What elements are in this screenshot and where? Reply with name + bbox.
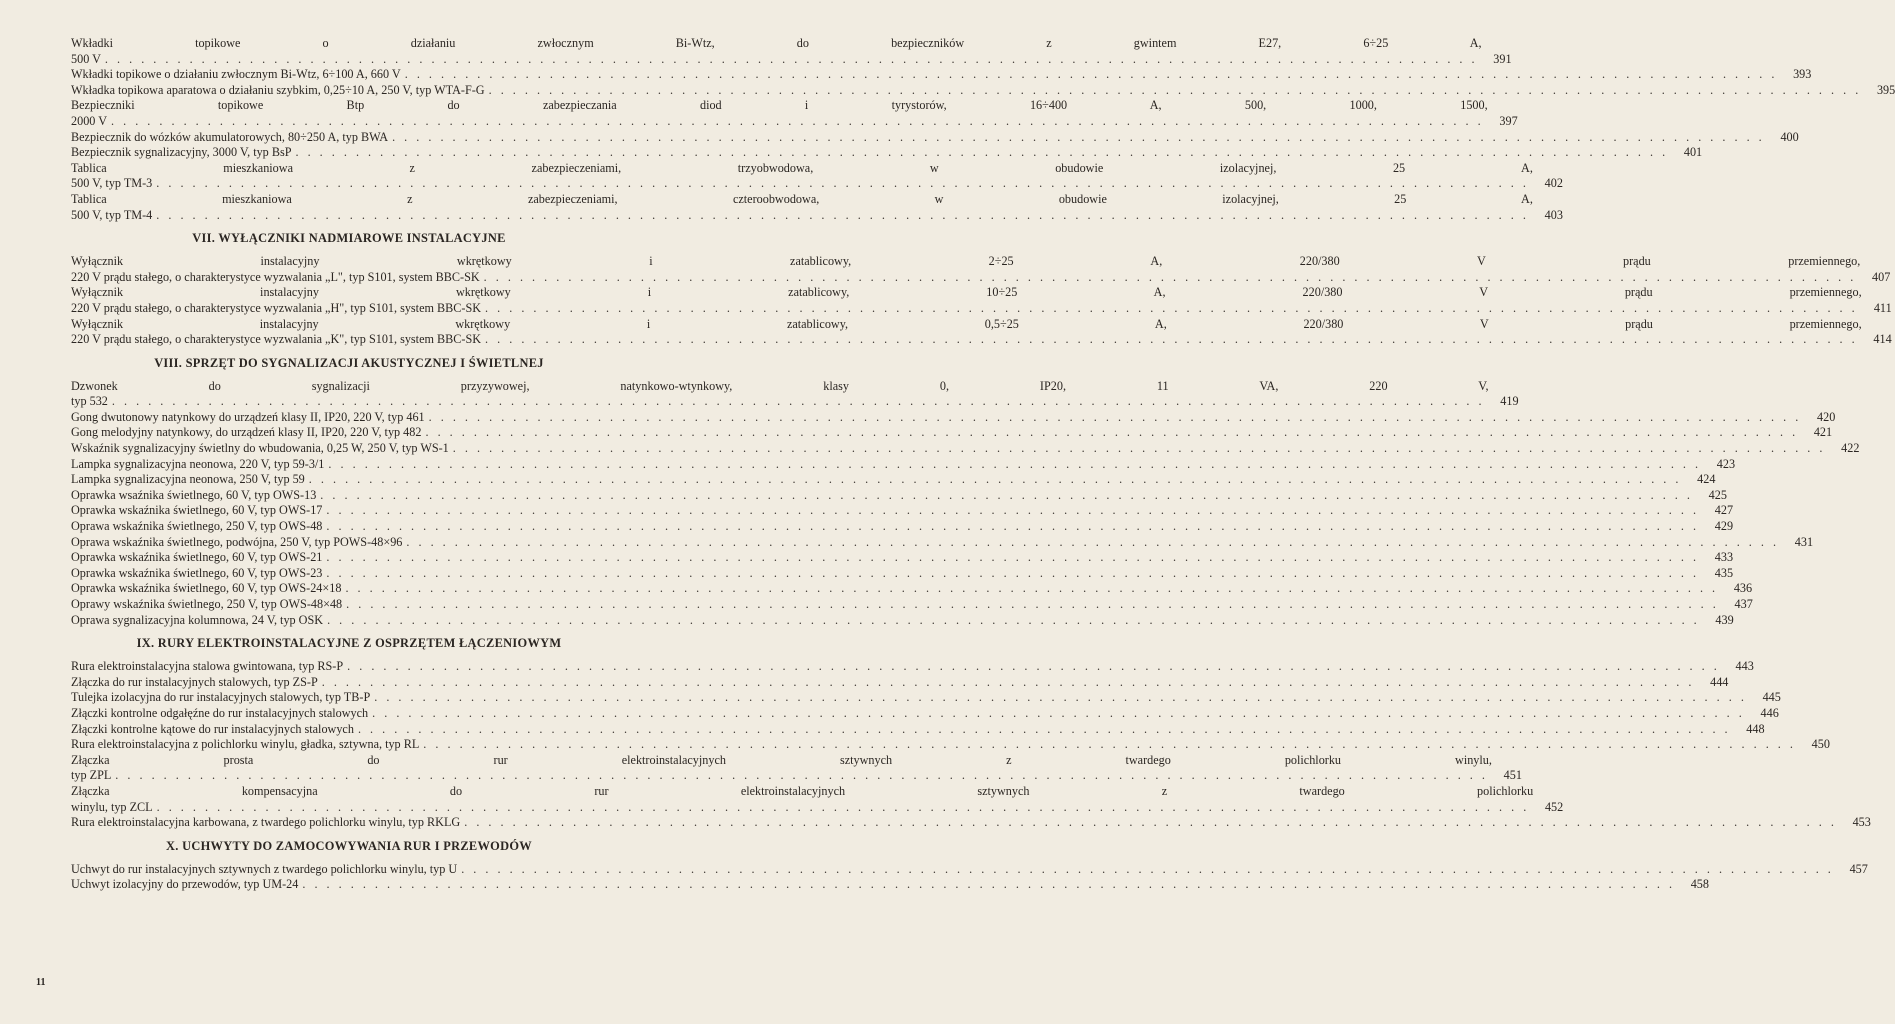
page-number: 422 <box>1841 441 1860 456</box>
entry-title: Rura elektroinstalacyjna stalowa gwintowana, typ RS-P <box>71 659 344 674</box>
dot-leader: . . . . . . . . . . . . . . . . . . . . . . . . . . . . . . . . . . . . . . . . . . . . . . . . . . . . . . . . . . . . . . . . . . . . . . . . . . . . . . . . . . . . . . . . . . . . . . . . . . . . . . . . . . . . . . . . . . <box>328 456 1702 471</box>
entry-title: typ ZPL <box>71 768 112 783</box>
toc-entry <box>71 378 1519 410</box>
entry-title-line: Tablica mieszkaniowa z zabezpieczeniami, trzyobwodowa, w obudowie izolacyjnej, 25 A, <box>71 160 1533 175</box>
toc-entry <box>71 472 1716 488</box>
entry-title: Rura elektroinstalacyjna karbowana, z twardego polichlorku winylu, typ RKLG <box>71 815 461 830</box>
entry-title: Tulejka izolacyjna do rur instalacyjnych stalowych, typ TB-P <box>71 690 371 705</box>
entry-title-line: Bezpieczniki topikowe Btp do zabezpieczania diod i tyrystorów, 16÷400 A, 500, 1000, 1500, <box>71 98 1488 113</box>
page-number: 397 <box>1499 113 1518 128</box>
toc-entry <box>71 721 1765 738</box>
toc-entry <box>71 82 1895 99</box>
dot-leader: . . . . . . . . . . . . . . . . . . . . . . . . . . . . . . . . . . . . . . . . . . . . . . . . . . . . . . . . . . . . . . . . . . . . . . . . . . . . . . . . . . . . . . . . . . . . . . . . . . . . . . . . . . . . . . . . . . <box>156 176 1529 191</box>
page-number: 400 <box>1780 129 1799 144</box>
entry-title: Złączki kontrolne kątowe do rur instalacyjnych stalowych <box>71 721 354 736</box>
toc-entry <box>71 191 1563 223</box>
dot-leader: . . . . . . . . . . . . . . . . . . . . . . . . . . . . . . . . . . . . . . . . . . . . . . . . . . . . . . . . . . . . . . . . . . . . . . . . . . . . . . . . . . . . . . . . . . . . . . . . . . . . . . . . . . . . . . . . . . <box>156 799 1530 814</box>
page-number: 452 <box>1544 799 1564 814</box>
entry-title: Oprawy wskaźnika świetlnego, 250 V, typ OWS-48×48 <box>71 597 343 611</box>
toc-entry <box>71 519 1734 535</box>
toc-entry <box>71 565 1734 582</box>
toc-entry <box>71 534 1814 551</box>
section-heading: VIII. SPRZĘT DO SYGNALIZACJI AKUSTYCZNEJ I ŚWIETLNEJ <box>154 355 544 370</box>
toc-entry <box>71 129 1799 146</box>
toc-entry <box>71 36 1512 67</box>
entry-title: Oprawa wskaźnika świetlnego, podwójna, 250 V, typ POWS-48×96 <box>71 534 403 549</box>
page-number: 420 <box>1817 409 1836 424</box>
entry-title: Gong melodyjny natynkowy, do urządzeń klasy II, IP20, 220 V, typ 482 <box>71 425 422 440</box>
page-number: 439 <box>1715 612 1734 627</box>
dot-leader: . . . . . . . . . . . . . . . . . . . . . . . . . . . . . . . . . . . . . . . . . . . . . . . . . . . . . . . . . . . . . . . . . . . . . . . . . . . . . . . . . . . . . . . . . . . . . . . . . . . . . . . . . . . . . . . . . . <box>104 51 1478 66</box>
page-number: 443 <box>1735 659 1754 674</box>
dot-leader: . . . . . . . . . . . . . . . . . . . . . . . . . . . . . . . . . . . . . . . . . . . . . . . . . . . . . . . . . . . . . . . . . . . . . . . . . . . . . . . . . . . . . . . . . . . . . . . . . . . . . . . . . . . . . . . . . . <box>347 659 1720 674</box>
page-number: 421 <box>1813 425 1833 440</box>
page-number: 451 <box>1503 768 1522 783</box>
dot-leader: . . . . . . . . . . . . . . . . . . . . . . . . . . . . . . . . . . . . . . . . . . . . . . . . . . . . . . . . . . . . . . . . . . . . . . . . . . . . . . . . . . . . . . . . . . . . . . . . . . . . . . . . . . . . . . . . . . <box>374 690 1747 705</box>
toc-entry <box>71 254 1891 285</box>
entry-title-line: Dzwonek do sygnalizacji przyzywowej, natynkowo-wtynkowy, klasy 0, IP20, 11 VA, 220 V, <box>71 378 1489 393</box>
entry-title-line: Wkładki topikowe o działaniu zwłocznym Bi-Wtz, do bezpieczników z gwintem E27, 6÷25 A, <box>71 36 1482 50</box>
toc-entry <box>71 441 1860 457</box>
toc-entry <box>71 456 1736 473</box>
toc-entry <box>71 145 1703 161</box>
entry-title: 220 V prądu stałego, o charakterystyce wyzwalania „H", typ S101, system BBC-SK <box>71 300 482 315</box>
entry-title: Wkładki topikowe o działaniu zwłocznym Bi-Wtz, 6÷100 A, 660 V <box>71 67 401 82</box>
toc-entry <box>71 160 1563 192</box>
dot-leader: . . . . . . . . . . . . . . . . . . . . . . . . . . . . . . . . . . . . . . . . . . . . . . . . . . . . . . . . . . . . . . . . . . . . . . . . . . . . . . . . . . . . . . . . . . . . . . . . . . . . . . . . . . . . . . . . . . <box>372 705 1745 720</box>
toc-entry <box>71 67 1812 83</box>
entry-title-line: Wyłącznik instalacyjny wkrętkowy i zatablicowy, 10÷25 A, 220/380 V prądu przemiennego, <box>71 285 1862 300</box>
toc-entry <box>71 690 1781 706</box>
dot-leader: . . . . . . . . . . . . . . . . . . . . . . . . . . . . . . . . . . . . . . . . . . . . . . . . . . . . . . . . . . . . . . . . . . . . . . . . . . . . . . . . . . . . . . . . . . . . . . . . . . . . . . . . . . . . . . . . . . <box>404 67 1778 82</box>
page-folio: 11 <box>36 977 46 988</box>
entry-title: 2000 V <box>71 113 108 128</box>
toc-entry <box>71 550 1734 566</box>
page-number: 431 <box>1794 534 1814 549</box>
toc-entry <box>71 705 1779 722</box>
toc-entry <box>71 487 1727 504</box>
entry-title: Oprawka wsaźnika świetlnego, 60 V, typ OWS-13 <box>71 487 317 502</box>
entry-title: Wskaźnik sygnalizacyjny świetlny do wbudowania, 0,25 W, 250 V, typ WS-1 <box>71 441 449 456</box>
entry-title: Oprawa sygnalizacyjna kolumnowa, 24 V, typ OSK <box>71 612 324 627</box>
toc-entry <box>71 659 1754 675</box>
section-heading: X. UCHWYTY DO ZAMOCOWYWANIA RUR I PRZEWODÓW <box>166 838 532 853</box>
entry-title: Uchwyt do rur instalacyjnych sztywnych z twardego polichlorku winylu, typ U <box>71 861 458 876</box>
dot-leader: . . . . . . . . . . . . . . . . . . . . . . . . . . . . . . . . . . . . . . . . . . . . . . . . . . . . . . . . . . . . . . . . . . . . . . . . . . . . . . . . . . . . . . . . . . . . . . . . . . . . . . . . . . . . . . . . . . <box>485 332 1858 347</box>
page-number: 427 <box>1714 503 1734 518</box>
toc-entry <box>71 815 1871 831</box>
toc-entry <box>71 425 1833 441</box>
entry-title: 500 V, typ TM-4 <box>71 207 153 222</box>
dot-leader: . . . . . . . . . . . . . . . . . . . . . . . . . . . . . . . . . . . . . . . . . . . . . . . . . . . . . . . . . . . . . . . . . . . . . . . . . . . . . . . . . . . . . . . . . . . . . . . . . . . . . . . . . . . . . . . . . . <box>326 503 1700 518</box>
entry-title: Oprawka wskaźnika świetlnego, 60 V, typ OWS-21 <box>71 550 323 565</box>
entry-title: 500 V, typ TM-3 <box>71 176 153 191</box>
page-number: 446 <box>1760 705 1779 720</box>
dot-leader: . . . . . . . . . . . . . . . . . . . . . . . . . . . . . . . . . . . . . . . . . . . . . . . . . . . . . . . . . . . . . . . . . . . . . . . . . . . . . . . . . . . . . . . . . . . . . . . . . . . . . . . . . . . . . . . . . . <box>357 721 1731 736</box>
entry-title: Uchwyt izolacyjny do przewodów, typ UM-24 <box>71 877 299 892</box>
entry-title: Oprawka wskaźnika świetlnego, 60 V, typ OWS-23 <box>71 565 323 580</box>
dot-leader: . . . . . . . . . . . . . . . . . . . . . . . . . . . . . . . . . . . . . . . . . . . . . . . . . . . . . . . . . . . . . . . . . . . . . . . . . . . . . . . . . . . . . . . . . . . . . . . . . . . . . . . . . . . . . . . . . . <box>326 565 1700 580</box>
dot-leader: . . . . . . . . . . . . . . . . . . . . . . . . . . . . . . . . . . . . . . . . . . . . . . . . . . . . . . . . . . . . . . . . . . . . . . . . . . . . . . . . . . . . . . . . . . . . . . . . . . . . . . . . . . . . . . . . . . <box>485 300 1858 315</box>
page-number: 391 <box>1493 51 1512 66</box>
dot-leader: . . . . . . . . . . . . . . . . . . . . . . . . . . . . . . . . . . . . . . . . . . . . . . . . . . . . . . . . . . . . . . . . . . . . . . . . . . . . . . . . . . . . . . . . . . . . . . . . . . . . . . . . . . . . . . . . . . <box>308 472 1682 487</box>
entry-title: Lampka sygnalizacyjna neonowa, 250 V, typ 59 <box>71 472 305 487</box>
page-number: 437 <box>1734 597 1753 611</box>
dot-leader: . . . . . . . . . . . . . . . . . . . . . . . . . . . . . . . . . . . . . . . . . . . . . . . . . . . . . . . . . . . . . . . . . . . . . . . . . . . . . . . . . . . . . . . . . . . . . . . . . . . . . . . . . . . . . . . . . . <box>464 815 1837 830</box>
dot-leader: . . . . . . . . . . . . . . . . . . . . . . . . . . . . . . . . . . . . . . . . . . . . . . . . . . . . . . . . . . . . . . . . . . . . . . . . . . . . . . . . . . . . . . . . . . . . . . . . . . . . . . . . . . . . . . . . . . <box>392 129 1765 144</box>
toc-entry <box>71 877 1709 893</box>
entry-title: Oprawa wskaźnika świetlnego, 250 V, typ OWS-48 <box>71 519 323 534</box>
toc-entry <box>71 503 1734 519</box>
page-number: 436 <box>1733 581 1753 596</box>
page-number: 450 <box>1811 737 1830 752</box>
toc-entry <box>71 737 1830 753</box>
page-number: 395 <box>1876 82 1895 97</box>
page-number: 457 <box>1849 861 1868 876</box>
entry-title: Złączka do rur instalacyjnych stalowych, typ ZS-P <box>71 674 318 689</box>
dot-leader: . . . . . . . . . . . . . . . . . . . . . . . . . . . . . . . . . . . . . . . . . . . . . . . . . . . . . . . . . . . . . . . . . . . . . . . . . . . . . . . . . . . . . . . . . . . . . . . . . . . . . . . . . . . . . . . . . . <box>302 877 1675 892</box>
dot-leader: . . . . . . . . . . . . . . . . . . . . . . . . . . . . . . . . . . . . . . . . . . . . . . . . . . . . . . . . . . . . . . . . . . . . . . . . . . . . . . . . . . . . . . . . . . . . . . . . . . . . . . . . . . . . . . . . . . <box>156 207 1529 222</box>
entry-title: Bezpiecznik do wózków akumulatorowych, 80÷250 A, typ BWA <box>71 129 389 144</box>
entry-title: Złączki kontrolne odgałęźne do rur instalacyjnych stalowych <box>71 705 369 720</box>
dot-leader: . . . . . . . . . . . . . . . . . . . . . . . . . . . . . . . . . . . . . . . . . . . . . . . . . . . . . . . . . . . . . . . . . . . . . . . . . . . . . . . . . . . . . . . . . . . . . . . . . . . . . . . . . . . . . . . . . . <box>326 550 1700 565</box>
entry-title: 220 V prądu stałego, o charakterystyce wyzwalania „L", typ S101, system BBC-SK <box>71 269 480 284</box>
page-number: 423 <box>1716 456 1736 471</box>
dot-leader: . . . . . . . . . . . . . . . . . . . . . . . . . . . . . . . . . . . . . . . . . . . . . . . . . . . . . . . . . . . . . . . . . . . . . . . . . . . . . . . . . . . . . . . . . . . . . . . . . . . . . . . . . . . . . . . . . . <box>327 612 1700 627</box>
page-number: 458 <box>1690 877 1709 892</box>
entry-title-line: Wyłącznik instalacyjny wkrętkowy i zatablicowy, 2÷25 A, 220/380 V prądu przemiennego, <box>71 254 1861 269</box>
page-number: 425 <box>1708 487 1727 502</box>
entry-title: 500 V <box>71 51 101 66</box>
entry-title: Oprawka wskaźnika świetlnego, 60 V, typ OWS-24×18 <box>71 581 342 596</box>
dot-leader: . . . . . . . . . . . . . . . . . . . . . . . . . . . . . . . . . . . . . . . . . . . . . . . . . . . . . . . . . . . . . . . . . . . . . . . . . . . . . . . . . . . . . . . . . . . . . . . . . . . . . . . . . . . . . . . . . . <box>423 737 1796 752</box>
section-heading: IX. RURY ELEKTROINSTALACYJNE Z OSPRZĘTEM ŁĄCZENIOWYM <box>136 636 562 651</box>
entry-title-line: Tablica mieszkaniowa z zabezpieczeniami, czteroobwodowa, w obudowie izolacyjnej, 25 A, <box>71 191 1533 206</box>
dot-leader: . . . . . . . . . . . . . . . . . . . . . . . . . . . . . . . . . . . . . . . . . . . . . . . . . . . . . . . . . . . . . . . . . . . . . . . . . . . . . . . . . . . . . . . . . . . . . . . . . . . . . . . . . . . . . . . . . . <box>406 534 1780 549</box>
dot-leader: . . . . . . . . . . . . . . . . . . . . . . . . . . . . . . . . . . . . . . . . . . . . . . . . . . . . . . . . . . . . . . . . . . . . . . . . . . . . . . . . . . . . . . . . . . . . . . . . . . . . . . . . . . . . . . . . . . <box>111 113 1484 128</box>
dot-leader: . . . . . . . . . . . . . . . . . . . . . . . . . . . . . . . . . . . . . . . . . . . . . . . . . . . . . . . . . . . . . . . . . . . . . . . . . . . . . . . . . . . . . . . . . . . . . . . . . . . . . . . . . . . . . . . . . . <box>483 269 1857 284</box>
dot-leader: . . . . . . . . . . . . . . . . . . . . . . . . . . . . . . . . . . . . . . . . . . . . . . . . . . . . . . . . . . . . . . . . . . . . . . . . . . . . . . . . . . . . . . . . . . . . . . . . . . . . . . . . . . . . . . . . . . <box>111 394 1485 409</box>
entry-title: 220 V prądu stałego, o charakterystyce wyzwalania „K", typ S101, system BBC-SK <box>71 332 482 347</box>
page-number: 414 <box>1873 332 1892 347</box>
dot-leader: . . . . . . . . . . . . . . . . . . . . . . . . . . . . . . . . . . . . . . . . . . . . . . . . . . . . . . . . . . . . . . . . . . . . . . . . . . . . . . . . . . . . . . . . . . . . . . . . . . . . . . . . . . . . . . . . . . <box>346 597 1719 611</box>
entry-title: Lampka sygnalizacyjna neonowa, 220 V, typ 59-3/1 <box>71 456 325 471</box>
dot-leader: . . . . . . . . . . . . . . . . . . . . . . . . . . . . . . . . . . . . . . . . . . . . . . . . . . . . . . . . . . . . . . . . . . . . . . . . . . . . . . . . . . . . . . . . . . . . . . . . . . . . . . . . . . . . . . . . . . <box>326 519 1700 534</box>
dot-leader: . . . . . . . . . . . . . . . . . . . . . . . . . . . . . . . . . . . . . . . . . . . . . . . . . . . . . . . . . . . . . . . . . . . . . . . . . . . . . . . . . . . . . . . . . . . . . . . . . . . . . . . . . . . . . . . . . . <box>428 409 1802 424</box>
page-number: 444 <box>1710 674 1729 689</box>
toc-entry <box>71 285 1892 316</box>
toc-entry <box>71 752 1522 784</box>
page-number: 407 <box>1872 269 1891 284</box>
entry-title: Gong dwutonowy natynkowy do urządzeń klasy II, IP20, 220 V, typ 461 <box>71 409 425 424</box>
page-number: 453 <box>1852 815 1871 830</box>
dot-leader: . . . . . . . . . . . . . . . . . . . . . . . . . . . . . . . . . . . . . . . . . . . . . . . . . . . . . . . . . . . . . . . . . . . . . . . . . . . . . . . . . . . . . . . . . . . . . . . . . . . . . . . . . . . . . . . . . . <box>345 581 1719 596</box>
entry-title: typ 532 <box>71 394 108 409</box>
section-heading: VII. WYŁĄCZNIKI NADMIAROWE INSTALACYJNE <box>192 231 506 246</box>
page-number: 411 <box>1873 300 1892 315</box>
entry-title: Bezpiecznik sygnalizacyjny, 3000 V, typ BsP <box>71 145 292 160</box>
entry-title: Rura elektroinstalacyjna z polichlorku winylu, gładka, sztywna, typ RL <box>71 737 420 752</box>
entry-title-line: Złączka kompensacyjna do rur elektroinstalacyjnych sztywnych z twardego polichlorku <box>71 783 1534 798</box>
toc-entry <box>71 316 1892 348</box>
page-number: 403 <box>1544 207 1563 222</box>
toc-entry <box>71 98 1518 129</box>
dot-leader: . . . . . . . . . . . . . . . . . . . . . . . . . . . . . . . . . . . . . . . . . . . . . . . . . . . . . . . . . . . . . . . . . . . . . . . . . . . . . . . . . . . . . . . . . . . . . . . . . . . . . . . . . . . . . . . . . . <box>425 425 1799 440</box>
dot-leader: . . . . . . . . . . . . . . . . . . . . . . . . . . . . . . . . . . . . . . . . . . . . . . . . . . . . . . . . . . . . . . . . . . . . . . . . . . . . . . . . . . . . . . . . . . . . . . . . . . . . . . . . . . . . . . . . . . <box>295 145 1669 160</box>
toc-entry <box>71 612 1734 629</box>
page-number: 424 <box>1697 472 1716 487</box>
toc-entry <box>71 581 1753 597</box>
entry-title-line: Złączka prosta do rur elektroinstalacyjnych sztywnych z twardego polichlorku winylu, <box>71 752 1492 767</box>
page-number: 401 <box>1683 145 1703 160</box>
toc-entry <box>71 409 1836 426</box>
dot-leader: . . . . . . . . . . . . . . . . . . . . . . . . . . . . . . . . . . . . . . . . . . . . . . . . . . . . . . . . . . . . . . . . . . . . . . . . . . . . . . . . . . . . . . . . . . . . . . . . . . . . . . . . . . . . . . . . . . <box>461 861 1834 876</box>
entry-title: winylu, typ ZCL <box>71 799 153 814</box>
toc-entry <box>71 674 1729 691</box>
toc-entry <box>71 597 1753 613</box>
page-number: 445 <box>1762 690 1781 705</box>
entry-title-line: Wyłącznik instalacyjny wkrętkowy i zatablicowy, 0,5÷25 A, 220/380 V prądu przemiennego, <box>71 316 1862 331</box>
page-number: 402 <box>1544 176 1563 191</box>
entry-title: Wkładka topikowa aparatowa o działaniu szybkim, 0,25÷10 A, 250 V, typ WTA-F-G <box>71 82 485 97</box>
toc-entry <box>71 861 1868 878</box>
page-number: 435 <box>1714 565 1734 580</box>
dot-leader: . . . . . . . . . . . . . . . . . . . . . . . . . . . . . . . . . . . . . . . . . . . . . . . . . . . . . . . . . . . . . . . . . . . . . . . . . . . . . . . . . . . . . . . . . . . . . . . . . . . . . . . . . . . . . . . . . . <box>115 768 1488 783</box>
page-number: 419 <box>1500 394 1519 409</box>
dot-leader: . . . . . . . . . . . . . . . . . . . . . . . . . . . . . . . . . . . . . . . . . . . . . . . . . . . . . . . . . . . . . . . . . . . . . . . . . . . . . . . . . . . . . . . . . . . . . . . . . . . . . . . . . . . . . . . . . . <box>320 487 1693 502</box>
dot-leader: . . . . . . . . . . . . . . . . . . . . . . . . . . . . . . . . . . . . . . . . . . . . . . . . . . . . . . . . . . . . . . . . . . . . . . . . . . . . . . . . . . . . . . . . . . . . . . . . . . . . . . . . . . . . . . . . . . <box>321 674 1695 689</box>
table-of-contents <box>71 36 1895 893</box>
page-number: 393 <box>1793 67 1812 82</box>
toc-entry <box>71 783 1564 815</box>
page-number: 429 <box>1714 519 1734 534</box>
page-number: 448 <box>1746 721 1765 736</box>
entry-title: Oprawka wskaźnika świetlnego, 60 V, typ OWS-17 <box>71 503 323 518</box>
page-number: 433 <box>1714 550 1734 565</box>
dot-leader: . . . . . . . . . . . . . . . . . . . . . . . . . . . . . . . . . . . . . . . . . . . . . . . . . . . . . . . . . . . . . . . . . . . . . . . . . . . . . . . . . . . . . . . . . . . . . . . . . . . . . . . . . . . . . . . . . . <box>488 82 1862 97</box>
dot-leader: . . . . . . . . . . . . . . . . . . . . . . . . . . . . . . . . . . . . . . . . . . . . . . . . . . . . . . . . . . . . . . . . . . . . . . . . . . . . . . . . . . . . . . . . . . . . . . . . . . . . . . . . . . . . . . . . . . <box>452 441 1826 456</box>
